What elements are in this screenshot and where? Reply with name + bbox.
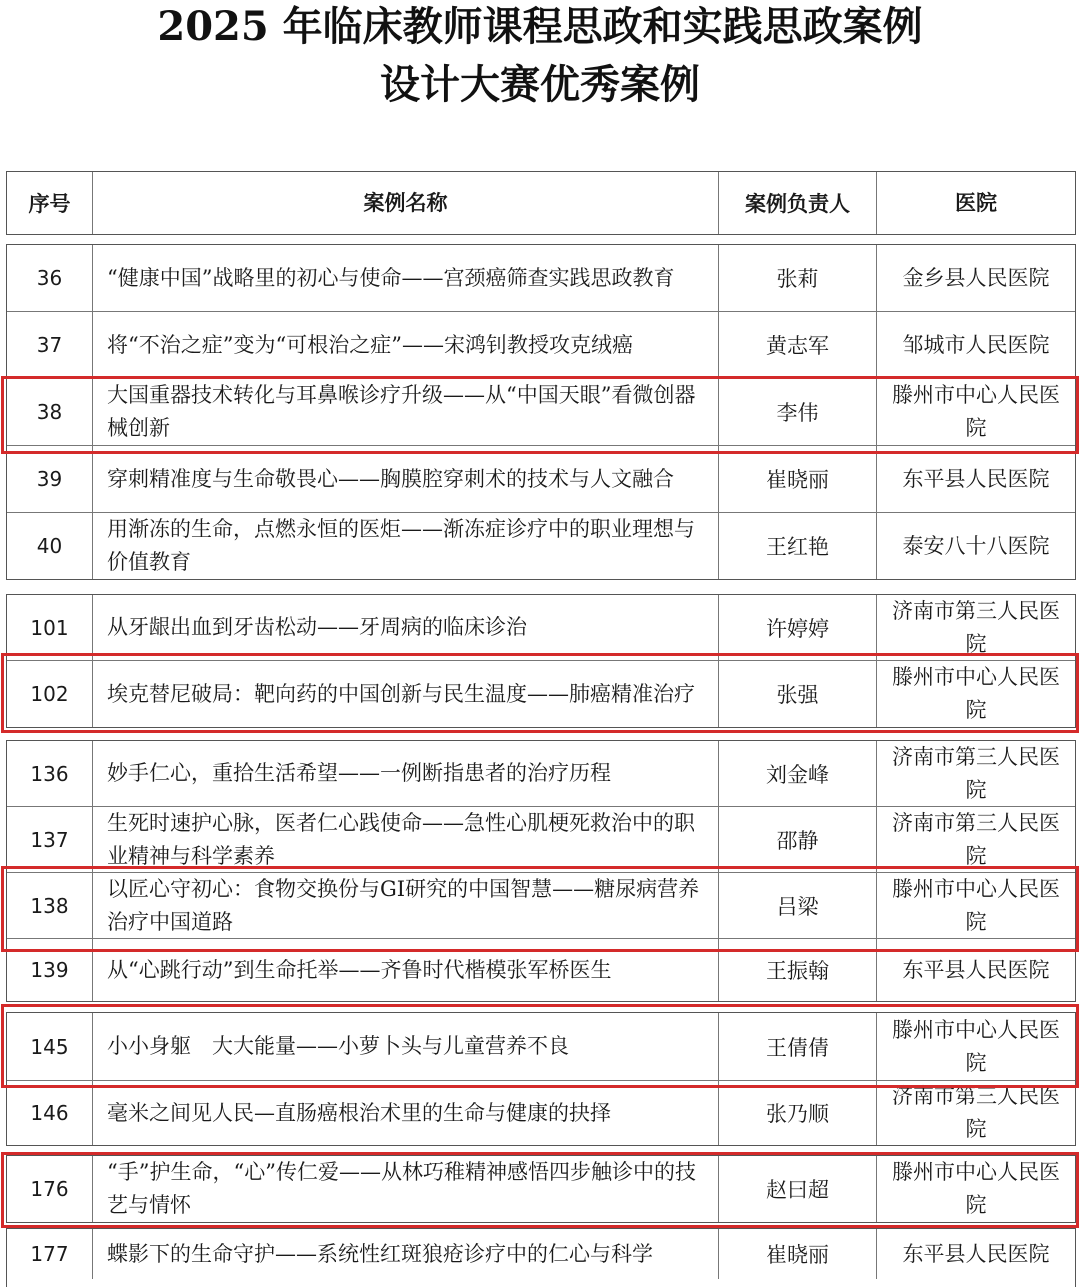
row-case-name: 蝶影下的生命守护——系统性红斑狼疮诊疗中的仁心与科学 <box>93 1229 719 1279</box>
table-row <box>7 379 1075 446</box>
row-case-name: “手”护生命，“心”传仁爱——从林巧稚精神感悟四步触诊中的技艺与情怀 <box>93 1156 719 1222</box>
row-hospital: 东平县人民医院 <box>902 1241 1050 1266</box>
table-segment-4 <box>6 1012 1076 1146</box>
row-person: 刘金峰 <box>719 741 877 806</box>
row-case-name: 以匠心守初心：食物交换份与GI研究的中国智慧——糖尿病营养治疗中国道路 <box>93 873 719 938</box>
header-hospital: 医院 <box>955 190 997 215</box>
row-person: 赵曰超 <box>719 1156 877 1222</box>
row-case-name: 将“不治之症”变为“可根治之症”——宋鸿钊教授攻克绒癌 <box>93 312 719 378</box>
row-no: 38 <box>7 379 93 445</box>
table-row <box>7 807 1075 873</box>
row-case-name: 生死时速护心脉，医者仁心践使命——急性心肌梗死救治中的职业精神与科学素养 <box>93 807 719 872</box>
table-header <box>6 171 1076 235</box>
row-person: 吕梁 <box>719 873 877 938</box>
row-hospital: 东平县人民医院 <box>902 957 1050 982</box>
row-person: 崔晓丽 <box>719 446 877 512</box>
row-hospital: 济南市第三人民医院 <box>892 1084 1060 1141</box>
row-no: 102 <box>7 661 93 727</box>
row-no: 36 <box>7 245 93 311</box>
row-hospital: 金乡县人民医院 <box>902 265 1050 290</box>
row-person: 王振翰 <box>719 939 877 1001</box>
row-no: 176 <box>7 1156 93 1222</box>
row-person: 邵静 <box>719 807 877 872</box>
table-row <box>7 1229 1075 1279</box>
table-row <box>7 661 1075 727</box>
row-person: 张乃顺 <box>719 1081 877 1145</box>
header-name: 案例名称 <box>93 172 719 234</box>
row-hospital: 济南市第三人民医院 <box>892 810 1060 868</box>
row-case-name: 小小身躯 大大能量——小萝卜头与儿童营养不良 <box>93 1013 719 1080</box>
table-segment-2 <box>6 594 1076 728</box>
table-row <box>7 1156 1075 1222</box>
row-case-name: 从“心跳行动”到生命托举——齐鲁时代楷模张军桥医生 <box>93 939 719 1001</box>
row-person: 黄志军 <box>719 312 877 378</box>
row-person: 张莉 <box>719 245 877 311</box>
row-hospital: 滕州市中心人民医院 <box>892 1017 1060 1075</box>
header-no: 序号 <box>7 172 93 234</box>
row-no: 145 <box>7 1013 93 1080</box>
row-case-name: 妙手仁心，重拾生活希望——一例断指患者的治疗历程 <box>93 741 719 806</box>
table-row <box>7 1013 1075 1081</box>
table-row <box>7 873 1075 939</box>
row-no: 39 <box>7 446 93 512</box>
row-person: 崔晓丽 <box>719 1229 877 1279</box>
table-row <box>7 446 1075 513</box>
table-segment-1 <box>6 244 1076 580</box>
table-row <box>7 1081 1075 1145</box>
table-row <box>7 312 1075 379</box>
row-person: 李伟 <box>719 379 877 445</box>
row-case-name: 从牙龈出血到牙齿松动——牙周病的临床诊治 <box>93 595 719 660</box>
row-hospital: 滕州市中心人民医院 <box>892 383 1060 440</box>
row-person: 张强 <box>719 661 877 727</box>
header-row <box>7 172 1075 234</box>
row-case-name: 埃克替尼破局：靶向药的中国创新与民生温度——肺癌精准治疗 <box>93 661 719 727</box>
row-case-name: 毫米之间见人民—直肠癌根治术里的生命与健康的抉择 <box>93 1081 719 1145</box>
row-hospital: 东平县人民医院 <box>902 466 1050 491</box>
row-no: 37 <box>7 312 93 378</box>
row-no: 136 <box>7 741 93 806</box>
table-segment-6 <box>6 1228 1076 1287</box>
row-person: 许婷婷 <box>719 595 877 660</box>
row-hospital: 济南市第三人民医院 <box>892 598 1060 656</box>
row-person: 王倩倩 <box>719 1013 877 1080</box>
document-title-line1: 2025 年临床教师课程思政和实践思政案例 <box>157 3 923 50</box>
row-hospital: 泰安八十八医院 <box>902 533 1050 558</box>
row-no: 137 <box>7 807 93 872</box>
row-case-name: 用渐冻的生命，点燃永恒的医炬——渐冻症诊疗中的职业理想与价值教育 <box>93 513 719 579</box>
row-hospital: 滕州市中心人民医院 <box>892 665 1060 722</box>
table-segment-3 <box>6 740 1076 1002</box>
row-no: 146 <box>7 1081 93 1145</box>
row-no: 40 <box>7 513 93 579</box>
row-case-name: 大国重器技术转化与耳鼻喉诊疗升级——从“中国天眼”看微创器械创新 <box>93 379 719 445</box>
header-person: 案例负责人 <box>719 172 877 234</box>
row-hospital: 滕州市中心人民医院 <box>892 1160 1060 1217</box>
row-no: 139 <box>7 939 93 1001</box>
table-row <box>7 939 1075 1001</box>
document-title-line2: 设计大赛优秀案例 <box>380 61 700 108</box>
row-no: 101 <box>7 595 93 660</box>
table-row <box>7 595 1075 661</box>
table-row <box>7 513 1075 579</box>
row-no: 138 <box>7 873 93 938</box>
row-case-name: 穿刺精准度与生命敬畏心——胸膜腔穿刺术的技术与人文融合 <box>93 446 719 512</box>
table-row <box>7 741 1075 807</box>
row-hospital: 邹城市人民医院 <box>902 332 1050 357</box>
table-segment-5 <box>6 1155 1076 1223</box>
table-row <box>7 245 1075 312</box>
row-case-name: “健康中国”战略里的初心与使命——宫颈癌筛查实践思政教育 <box>93 245 719 311</box>
row-person: 王红艳 <box>719 513 877 579</box>
row-hospital: 济南市第三人民医院 <box>892 744 1060 802</box>
row-no: 177 <box>7 1229 93 1279</box>
row-hospital: 滕州市中心人民医院 <box>892 876 1060 934</box>
